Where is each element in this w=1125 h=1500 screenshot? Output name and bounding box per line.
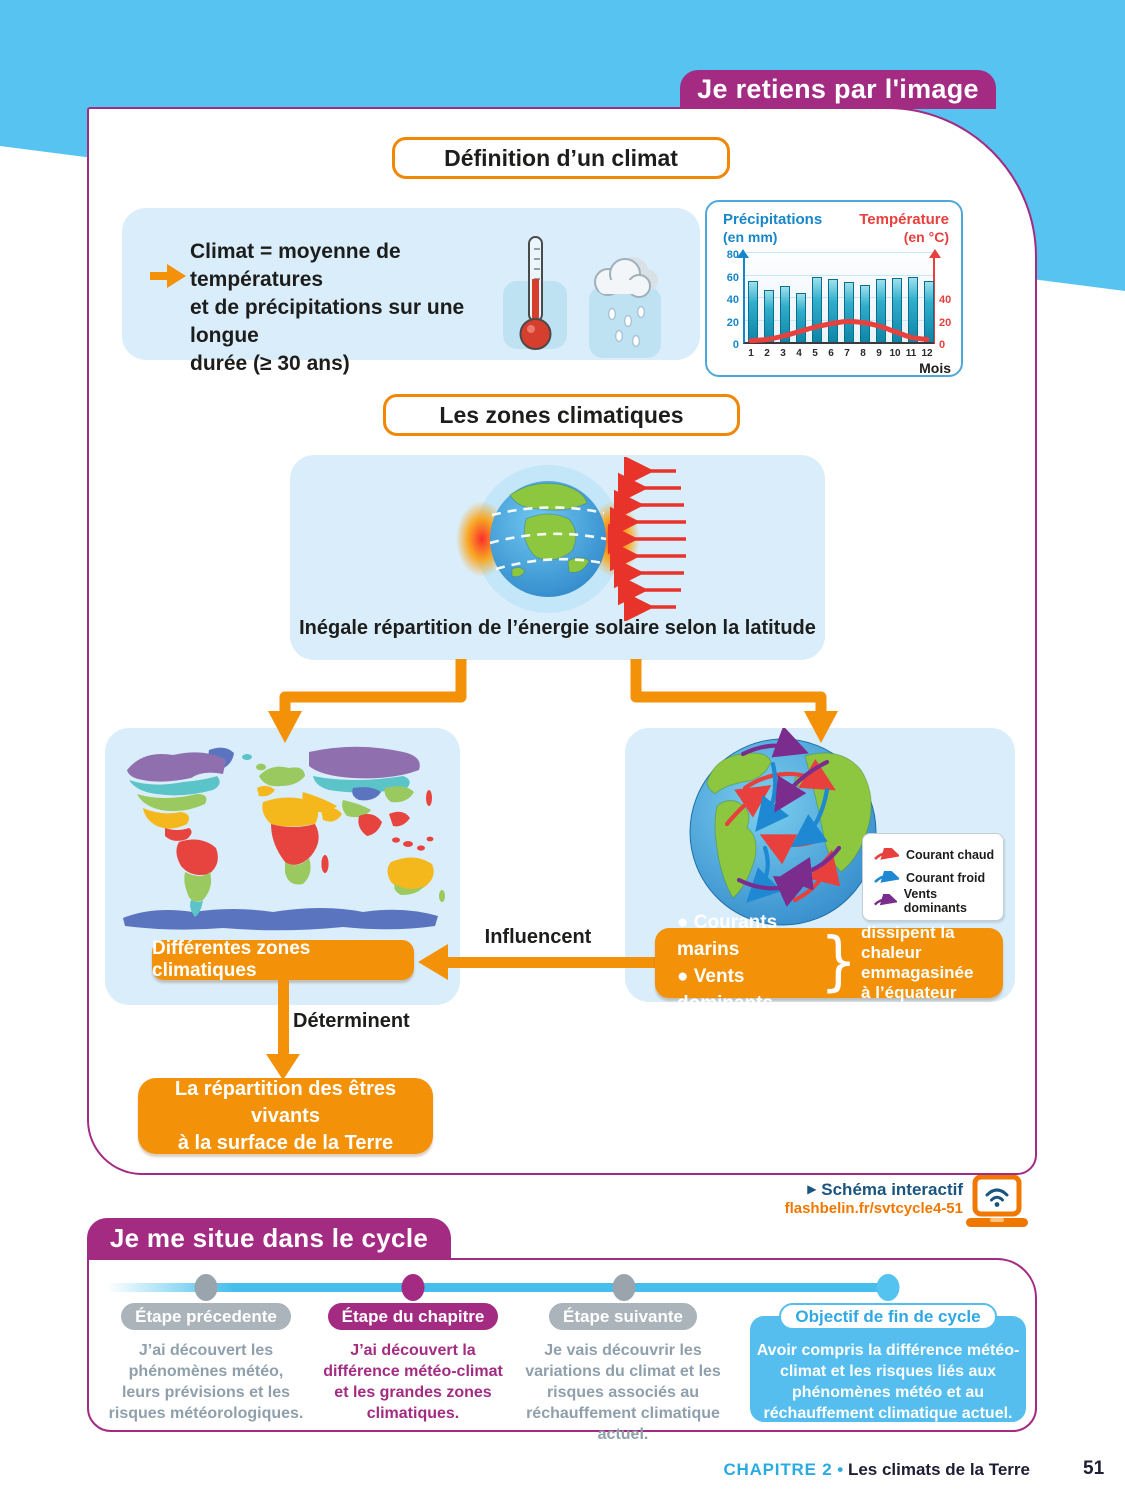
month-label: 10 (889, 348, 901, 359)
month-label: 5 (812, 348, 818, 359)
definition-title: Définition d’un climat (392, 137, 730, 179)
chapter-title: Les climats de la Terre (847, 1460, 1030, 1479)
step-text: Je vais découvrir les variations du climat et les risques associés au réchauffement climatique actuel. (525, 1342, 721, 1443)
month-label: 7 (844, 348, 850, 359)
left-axis-ticks (709, 249, 739, 351)
thermometer-icon (500, 233, 570, 358)
step-pill: Étape du chapitre (328, 1303, 499, 1330)
gridline (745, 252, 933, 253)
left-tick: 80 (726, 249, 739, 261)
timeline-bar (107, 1283, 897, 1292)
result-box: La répartition des êtres vivants à la surface de la Terre (138, 1078, 433, 1154)
timeline-dot (613, 1274, 636, 1301)
month-label: 1 (748, 348, 754, 359)
cycle-step-objective (748, 1303, 1028, 1424)
globe-solar-energy-illustration (448, 457, 698, 621)
step-text: Avoir compris la différence météo-climat et les risques liés aux phénomènes météo et au réchauffement climatique actuel. (756, 1342, 1020, 1422)
influence-arrow-line (446, 957, 656, 968)
right-axis-title: Température (859, 211, 949, 228)
definition-line: Climat = moyenne de températures (190, 240, 401, 291)
timeline-dot (877, 1274, 900, 1301)
month-label: 6 (828, 348, 834, 359)
step-pill: Étape précedente (121, 1303, 291, 1330)
definition-line: et de précipitations sur une longue (190, 296, 465, 347)
solar-energy-panel (290, 455, 825, 660)
chapter-number: CHAPITRE 2 (723, 1460, 833, 1479)
month-label: 3 (780, 348, 786, 359)
cold-current-arrow-icon (873, 871, 899, 885)
orange-bullet-arrow-icon (150, 264, 186, 288)
month-label: 11 (905, 348, 917, 359)
legend-label: Courant chaud (906, 847, 995, 862)
legend-item-dominant-winds (873, 886, 995, 915)
brace-glyph: } (820, 923, 858, 999)
right-tick: 0 (939, 339, 946, 351)
climate-chart-card (705, 200, 963, 377)
left-axis-unit: (en mm) (723, 229, 778, 245)
cycle-step-previous (108, 1303, 304, 1424)
bullet-item: ● Courants marins (677, 912, 778, 960)
currents-bullets (655, 909, 820, 1017)
world-climate-map (113, 736, 453, 941)
right-tick: 40 (939, 294, 952, 306)
determine-arrow-line (278, 978, 289, 1056)
right-axis-ticks (939, 254, 965, 351)
determine-label: Déterminent (293, 1010, 410, 1032)
legend-label: Courant froid (906, 870, 986, 885)
influence-label: Influencent (484, 926, 592, 948)
legend-item-warm-current (873, 843, 995, 866)
legend-label: Vents dominants (903, 886, 967, 915)
step-pill: Objectif de fin de cycle (779, 1303, 996, 1330)
x-axis-label: Mois (919, 360, 951, 376)
cycle-step-next (518, 1303, 728, 1445)
page-footer (690, 1460, 1030, 1480)
zones-map-label: Différentes zones climatiques (152, 940, 414, 980)
temperature-curve (743, 254, 935, 344)
energy-caption: Inégale répartition de l’énergie solaire selon la latitude (299, 617, 816, 639)
step-pill: Étape suivante (549, 1303, 697, 1330)
left-tick: 20 (726, 316, 739, 329)
footer-bullet: • (837, 1460, 844, 1479)
flow-elbow-arrows (230, 655, 890, 750)
timeline-dot (402, 1274, 425, 1301)
left-tick: 60 (726, 271, 739, 284)
right-tick: 20 (939, 316, 952, 329)
definition-line: durée (≥ 30 ans) (190, 352, 350, 375)
cycle-step-current (315, 1303, 511, 1424)
month-label: 4 (796, 348, 802, 359)
month-label: 12 (921, 348, 933, 359)
left-tick: 40 (726, 294, 739, 306)
right-axis-unit: (en °C) (903, 229, 949, 245)
month-label: 9 (876, 348, 882, 359)
rain-cloud-icon (584, 246, 664, 364)
currents-summary-box (655, 912, 1003, 1014)
warm-current-arrow-icon (873, 848, 899, 862)
definition-text (190, 238, 500, 378)
laptop-wifi-icon[interactable] (966, 1175, 1028, 1227)
currents-legend (862, 833, 1004, 921)
page-number: 51 (1083, 1458, 1105, 1479)
left-axis-title: Précipitations (723, 211, 823, 228)
left-tick: 0 (732, 339, 739, 351)
interactive-schema-url[interactable]: flashbelin.fr/svtcycle4-51 (784, 1200, 963, 1217)
bullet-item: ● Vents dominants (677, 966, 774, 1014)
influence-arrow-head (418, 944, 448, 980)
cycle-section-title: Je me situe dans le cycle (87, 1218, 451, 1259)
timeline-dot (195, 1274, 218, 1301)
interactive-schema-link[interactable] (700, 1180, 963, 1217)
definition-panel (122, 208, 700, 375)
page-badge: Je retiens par l'image (680, 70, 996, 109)
month-label: 2 (764, 348, 770, 359)
currents-effect-text: dissipent la chaleur emmagasinée à l’équateur (861, 923, 974, 1002)
month-tick-labels (743, 348, 935, 359)
dominant-winds-arrow-icon (873, 894, 897, 908)
interactive-schema-label: ▶ Schéma interactif (807, 1180, 963, 1199)
zones-title: Les zones climatiques (383, 394, 740, 436)
step-text: J’ai découvert les phénomènes météo, leurs prévisions et les risques météorologiques. (108, 1342, 304, 1422)
step-text: J’ai découvert la différence météo-climat et les grandes zones climatiques. (323, 1342, 503, 1422)
month-label: 8 (860, 348, 866, 359)
